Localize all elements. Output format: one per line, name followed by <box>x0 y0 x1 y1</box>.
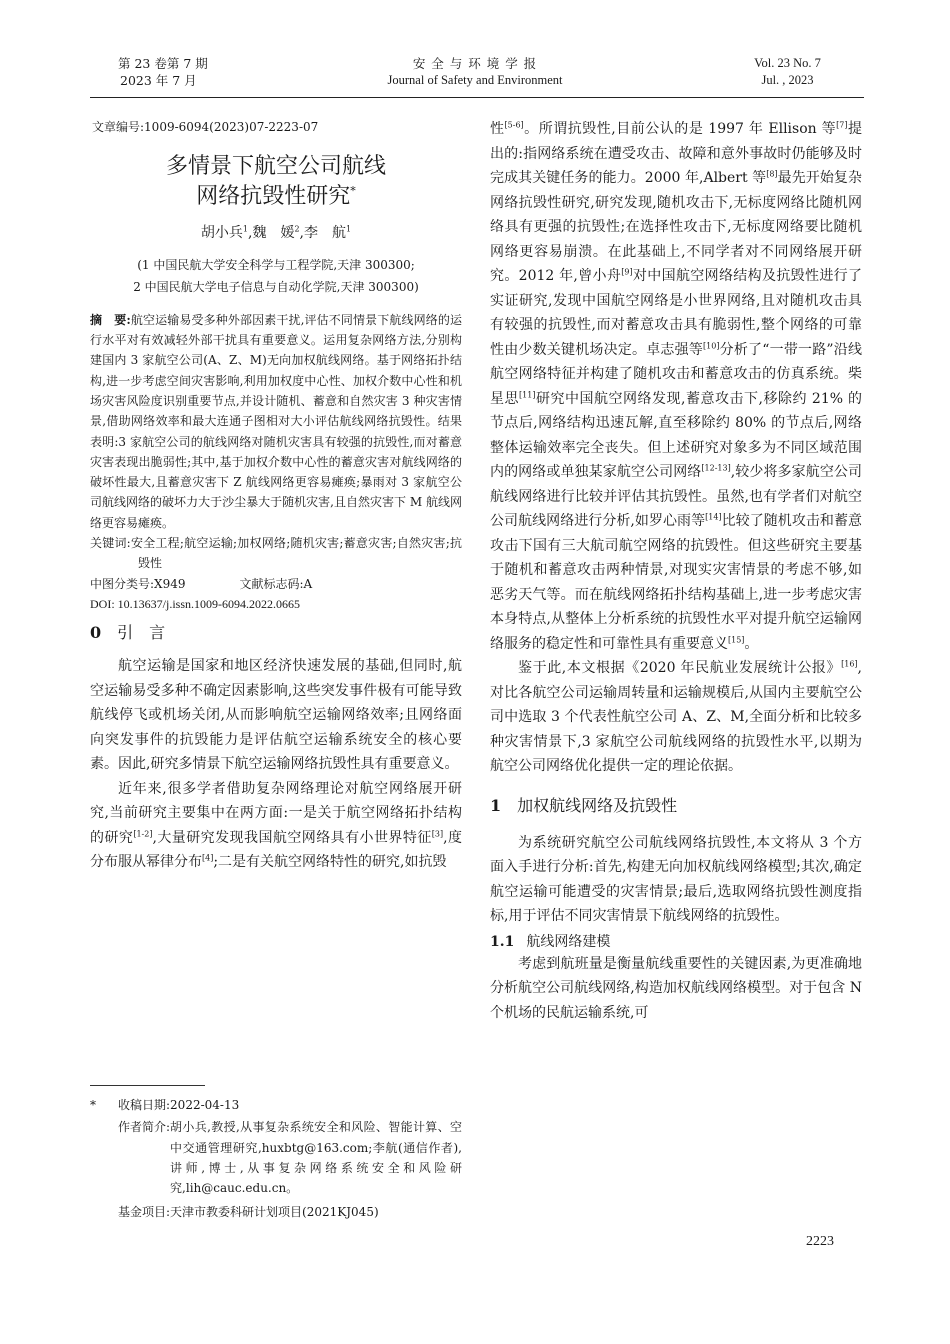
para-text: 提出的:指网络系统在遭受攻击、故障和意外事故时仍能够及时完成其关键任务的能力。2000 年,Albert 等 <box>490 121 863 186</box>
article-number: 文章编号:1009-6094(2023)07-2223-07 <box>92 120 319 134</box>
para-text: 分析了“一带一路”沿线航空网络特征并构建了随机攻击和蓄意攻击的仿真系统。柴星思 <box>490 341 862 407</box>
para-text: 。所谓抗毁性,目前公认的是 1997 年 Ellison 等 <box>523 121 837 137</box>
funding <box>90 1202 462 1222</box>
keywords <box>90 533 462 574</box>
section-1-title: 加权航线网络及抗毁性 <box>517 795 678 815</box>
section-1-1-paragraph: 考虑到航班量是衡量航线重要性的关键因素,为更准确地分析航空公司航线网络,构造加权航线网络模型。对于包含 N 个机场的民航运输系统,可 <box>490 955 862 1021</box>
citation-ref[interactable]: [14] <box>705 512 722 522</box>
para-text: ,度分布服从幂律分布 <box>90 829 463 871</box>
para-text: 近年来,很多学者借助复杂网络理论对航空网络展开研究,当前研究主要集中在两方面:一是关于航空网络拓扑结构的研究 <box>90 780 462 846</box>
journal-volume-en <box>740 55 835 89</box>
footnote-rule <box>90 1085 205 1086</box>
citation-ref[interactable]: [15] <box>728 634 745 644</box>
left-column <box>90 117 462 875</box>
section-0-number: 0 <box>90 623 102 643</box>
title-line-2 <box>90 182 462 212</box>
doi[interactable]: DOI: 10.13637/j.issn.1009-6094.2022.0665 <box>90 596 300 611</box>
intro-paragraph-1: 航空运输是国家和地区经济快速发展的基础,但同时,航空运输易受多种不确定因素影响,这些突发事件极有可能导致航线停飞或机场关闭,从而影响航空运输网络效率;且网络面向突发事件的抗毁能力是评估航空运输系统安全的核心要素。因此,研究多情景下航空运输网络抗毁性具有重要意义。 <box>90 658 462 773</box>
author-name[interactable]: 胡小兵 <box>200 225 243 242</box>
journal-name-en: Journal of Safety and Environment <box>387 73 563 87</box>
journal-name-cn: 安 全 与 环 境 学 报 <box>412 56 538 71</box>
section-1-heading <box>490 795 862 817</box>
page-number: 2223 <box>806 1234 834 1249</box>
classification-line <box>90 574 462 594</box>
citation-ref[interactable]: [10] <box>703 340 720 350</box>
keywords-label: 关键词: <box>90 536 131 551</box>
author-name[interactable]: 李 航 <box>304 225 346 242</box>
section-1-1-heading <box>490 932 862 952</box>
keywords-text: 安全工程;航空运输;加权网络;随机灾害;蓄意灾害;自然灾害;抗毁性 <box>130 536 463 571</box>
document-code: 文献标志码:A <box>239 576 313 591</box>
citation-ref[interactable]: [1-2] <box>133 829 153 839</box>
journal-issue <box>118 55 208 89</box>
citation-ref[interactable]: [9] <box>621 267 633 277</box>
abstract <box>90 310 462 533</box>
citation-ref[interactable]: [5-6] <box>504 120 524 130</box>
para-text: 研究中国航空网络发现,蓄意攻击下,移除约 21% 的节点后,网络结构迅速瓦解,直至移除约 80% 的节点后,网络整体运输效率完全丧失。但上述研究对象多为不同区域范围内的网络或单独某家航空公司网络 <box>490 390 862 480</box>
journal-name <box>320 55 630 89</box>
para-text: 对中国航空网络结构及抗毁性进行了实证研究,发现中国航空网络是小世界网络,且对随机攻击具有较强的抗毁性,而对蓄意攻击具有脆弱性,整个网络的可靠性由少数关键机场决定。卓志强等 <box>490 268 863 358</box>
article-title <box>90 152 462 212</box>
abstract-label: 摘 要: <box>90 312 131 327</box>
citation-ref[interactable]: [7] <box>836 120 848 130</box>
section-0-title: 引 言 <box>117 623 166 643</box>
author-affil-sup: 1 <box>242 224 248 234</box>
section-0-heading <box>90 622 462 644</box>
citation-ref[interactable]: [11] <box>519 389 536 399</box>
affiliations <box>90 254 462 298</box>
received-value: 2022-04-13 <box>170 1098 240 1112</box>
citation-ref[interactable]: [3] <box>431 829 444 839</box>
para-text: 。 <box>744 635 759 652</box>
para-text: ,对比各航空公司运输周转量和运输规模后,从国内主要航空公司中选取 3 个代表性航空公司 A、Z、M,全面分析和比较多种灾害情景下,3 家航空公司航线网络的抗毁性水平,以期为航空公司网络优化提供一定的理论依据。 <box>490 660 862 774</box>
para-text: ,较少将多家航空公司航线网络进行比较并评估其抗毁性。虽然,也有学者们对航空公司航线网络进行分析,如罗心雨等 <box>490 464 863 529</box>
author-affil-sup: 1 <box>346 224 352 234</box>
citation-ref[interactable]: [12-13] <box>701 463 731 473</box>
issue-volume: 第 23 卷第 7 期 <box>118 56 208 71</box>
para-text: 比较了随机攻击和蓄意攻击下国有三大航司航空网络的抗毁性。但这些研究主要基于随机和蓄意攻击两种情景,对现实灾害情景的考虑不够,如恶劣天气等。而在航线网络拓扑结构基础上,进一步考虑灾害本身特点,从整体上分析系统的抗毁性水平对提升航空运输网络服务的稳定性和可靠性具有重要意义 <box>490 513 863 652</box>
para-text: 鉴于此,本文根据《2020 年民航业发展统计公报》 <box>518 660 842 676</box>
author-bio-text: 胡小兵,教授,从事复杂系统安全和风险、智能计算、空中交通管理研究,huxbtg@163.com;李航(通信作者),讲师,博士,从事复杂网络系统安全和风险研究,lih@cauc.edu.cn。 <box>170 1120 462 1196</box>
para-text: ;二是有关航空网络特性的研究,如抗毁 <box>213 854 447 871</box>
section-1-1-number: 1.1 <box>490 933 515 950</box>
citation-ref[interactable]: [8] <box>766 169 778 179</box>
footnotes <box>90 1095 462 1223</box>
section-1-1-title: 航线网络建模 <box>526 933 611 950</box>
author-bio-label: 作者简介: <box>118 1120 171 1135</box>
abstract-text: 航空运输易受多种外部因素干扰,评估不同情景下航线网络的运行水平对有效减轻外部干扰具有重要意义。运用复杂网络方法,分别构建国内 3 家航空公司(A、Z、M)无向加权航线网络。基于网络拓扑结构,进一步考虑空间灾害影响,利用加权度中心性、加权介数中心性和机场灾害风险度识别重要节点,并设计随机、蓄意和自然灾害 3 种灾害情景,借助网络效率和最大连通子图相对大小评估航线网络抗毁性。结果表明:3 家航空公司的航线网络对随机灾害具有较强的抗毁性,而对蓄意灾害表现出脆弱性;其中,基于加权介数中心性的蓄意灾害对航线网络的破坏性最大,且蓄意灾害下 Z 航线网络更容易瘫痪;暴雨对 3 家航空公司航线网络的破坏力大于沙尘暴大于随机灾害,且自然灾害下 M 航线网络更容易瘫痪。 <box>90 312 462 530</box>
title-line-1: 多情景下航空公司航线 <box>165 154 386 180</box>
clc-number: 中图分类号:X949 <box>90 576 186 591</box>
section-1-paragraph: 为系统研究航空公司航线网络抗毁性,本文将从 3 个方面入手进行分析:首先,构建无向加权航线网络模型;其次,确定航空运输可能遭受的灾害情景;最后,选取网络抗毁性测度指标,用于评估不同灾害情景下航线网络的抗毁性。 <box>490 834 862 924</box>
header-rule <box>90 97 864 98</box>
para-text: 性 <box>490 121 505 137</box>
right-column <box>490 117 862 1025</box>
affiliation-1: (1 中国民航大学安全科学与工程学院,天津 300300; <box>137 257 415 272</box>
received-label: 收稿日期: <box>118 1098 171 1112</box>
author-name[interactable]: 魏 媛 <box>252 225 295 242</box>
funding-label: 基金项目: <box>118 1205 171 1220</box>
received-date <box>90 1095 462 1115</box>
citation-ref[interactable]: [16] <box>841 659 858 669</box>
footnote-mark: * <box>90 1098 96 1112</box>
intro-paragraph-3 <box>490 656 862 779</box>
issue-date: 2023 年 7 月 <box>120 73 197 88</box>
author-affil-sup: 2 <box>294 224 300 234</box>
citation-ref[interactable]: [4] <box>202 853 214 863</box>
para-text: 最先开始复杂网络抗毁性研究,研究发现,随机攻击下,无标度网络比随机网络具有更强的抗毁性;在选择性攻击下,无标度网络要比随机网络更容易崩溃。在此基础上,不同学者对不同网络展开研究。2012 年,曾小舟 <box>490 170 862 284</box>
intro-paragraph-2-cont <box>490 117 862 656</box>
author-list: 胡小兵$^1$,魏 媛$^2$,李 航$^1$ <box>200 224 352 242</box>
volume-date-en: Jul. , 2023 <box>761 73 814 87</box>
title-footnote-mark: * <box>350 184 356 198</box>
title-line-2-text: 网络抗毁性研究 <box>196 184 351 210</box>
funding-text: 天津市教委科研计划项目(2021KJ045) <box>170 1205 379 1220</box>
para-text: ,大量研究发现我国航空网络具有小世界特征 <box>152 829 432 846</box>
author-bio <box>90 1117 462 1198</box>
section-1-number: 1 <box>490 795 502 815</box>
intro-paragraph-2 <box>90 777 462 875</box>
volume-number-en: Vol. 23 No. 7 <box>754 56 821 70</box>
affiliation-2: 2 中国民航大学电子信息与自动化学院,天津 300300) <box>133 279 419 294</box>
